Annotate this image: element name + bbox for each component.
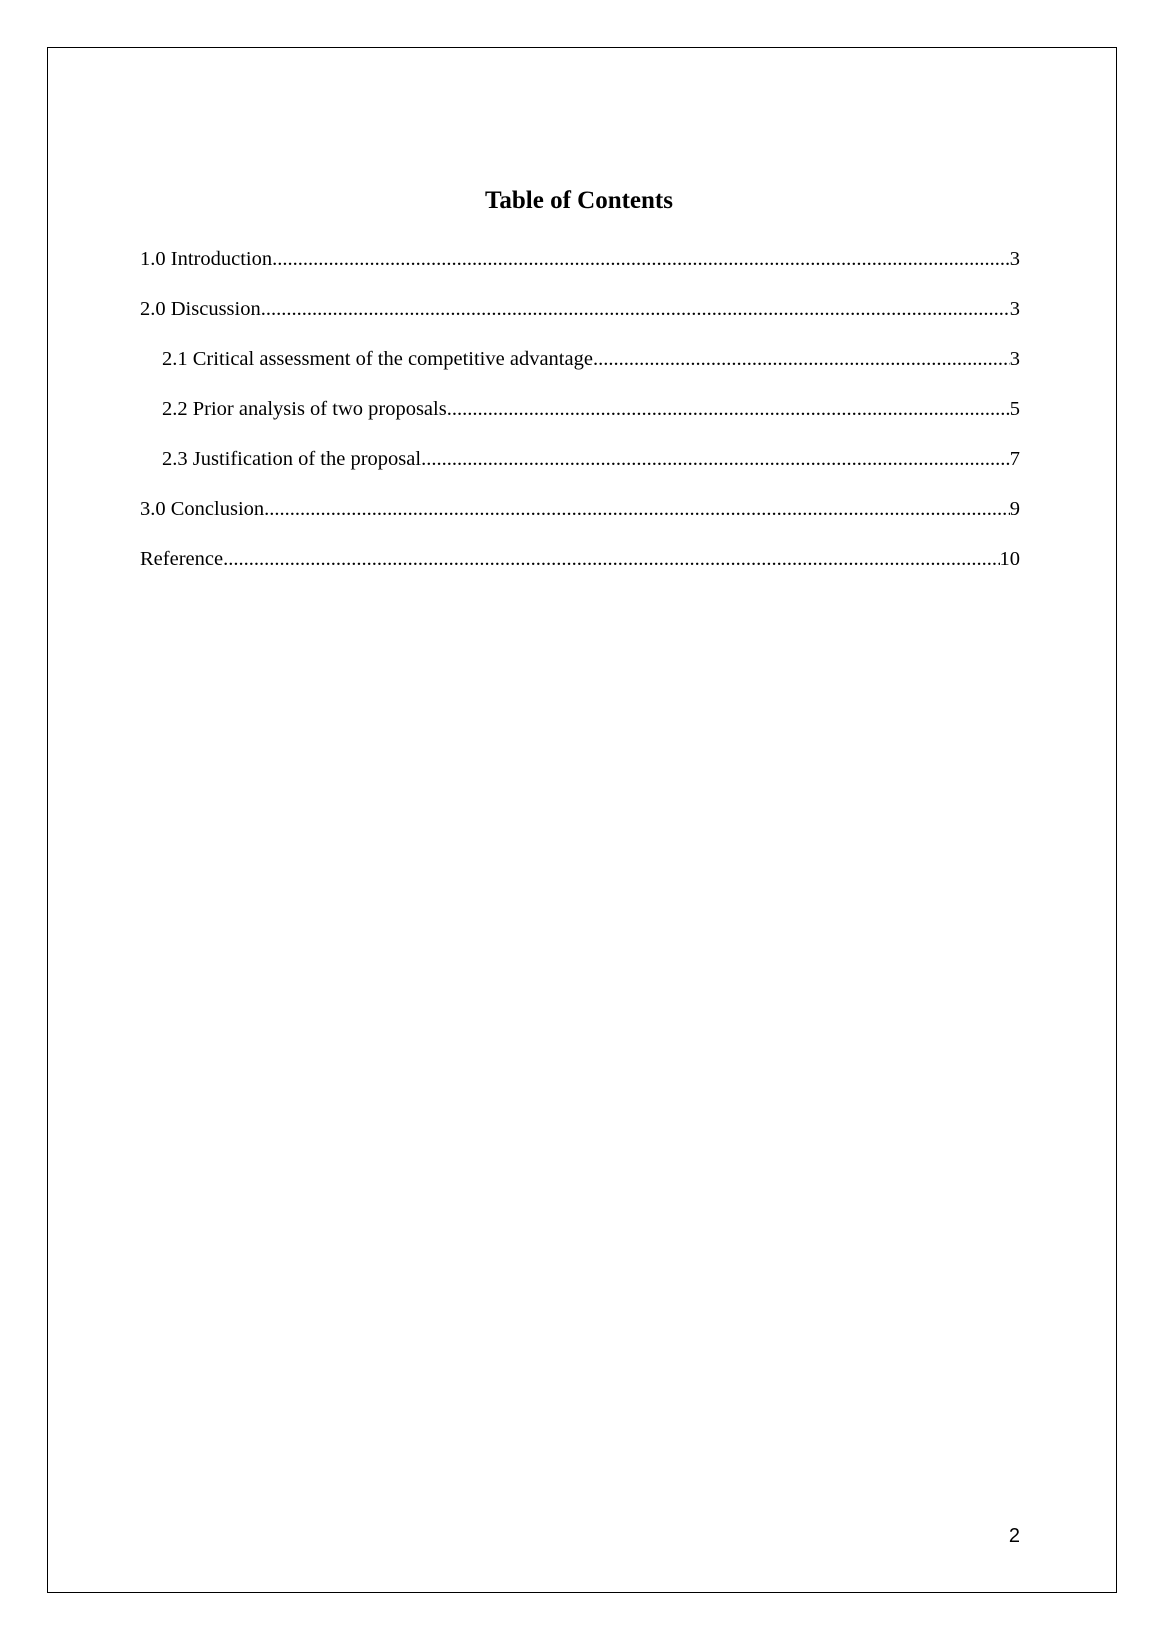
- toc-entry-page: 3: [1009, 298, 1020, 320]
- toc-entry-page: 3: [1009, 248, 1020, 270]
- toc-dot-leader: [264, 496, 1010, 522]
- toc-entry-page: 9: [1009, 498, 1020, 520]
- toc-dot-leader: [421, 446, 1010, 472]
- toc-dot-leader: [272, 246, 1010, 272]
- toc-dot-leader: [261, 296, 1010, 322]
- toc-entry-page: 7: [1009, 448, 1020, 470]
- toc-entry-page: 3: [1009, 348, 1020, 370]
- toc-entry-discussion[interactable]: [140, 296, 1020, 346]
- table-of-contents: [140, 246, 1020, 596]
- toc-entry-label: 2.3 Justification of the proposal: [162, 448, 422, 470]
- toc-entry-page: 5: [1009, 398, 1020, 420]
- toc-entry-label: 2.0 Discussion: [140, 298, 261, 320]
- toc-entry-critical-assessment[interactable]: [140, 346, 1020, 396]
- toc-dot-leader: [223, 546, 999, 572]
- toc-entry-label: 1.0 Introduction: [140, 248, 273, 270]
- toc-entry-label: 2.2 Prior analysis of two proposals: [162, 398, 447, 420]
- toc-title: Table of Contents: [485, 187, 673, 214]
- toc-entry-page: 10: [999, 548, 1020, 570]
- toc-entry-label: 2.1 Critical assessment of the competitive advantage: [162, 348, 593, 370]
- page-number: 2: [1008, 1525, 1020, 1547]
- toc-entry-introduction[interactable]: [140, 246, 1020, 296]
- toc-dot-leader: [447, 396, 1010, 422]
- toc-entry-reference[interactable]: [140, 546, 1020, 596]
- toc-entry-label: 3.0 Conclusion: [140, 498, 265, 520]
- toc-entry-label: Reference: [140, 548, 224, 570]
- toc-entry-justification[interactable]: [140, 446, 1020, 496]
- toc-entry-prior-analysis[interactable]: [140, 396, 1020, 446]
- toc-dot-leader: [593, 346, 1010, 372]
- toc-entry-conclusion[interactable]: [140, 496, 1020, 546]
